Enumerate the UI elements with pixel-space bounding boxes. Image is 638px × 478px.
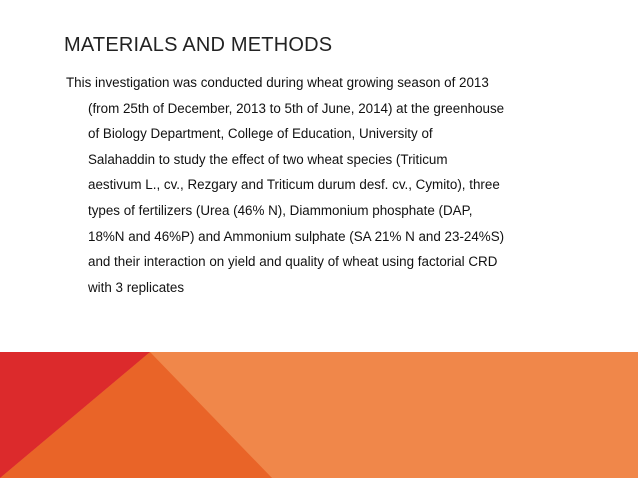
body-line: aestivum L., cv., Rezgary and Triticum durum desf. cv., Cymito), three [88,177,500,193]
decorative-band [0,352,638,478]
body-line: types of fertilizers (Urea (46% N), Diammonium phosphate (DAP, [88,202,473,218]
slide-title: MATERIALS AND METHODS [64,34,333,56]
slide-body [66,70,596,300]
body-line: (from 25th of December, 2013 to 5th of June, 2014) at the greenhouse [88,100,505,116]
body-line: of Biology Department, College of Education, University of [88,126,433,142]
body-line: and their interaction on yield and quality of wheat using factorial CRD [88,254,498,270]
body-line: with 3 replicates [88,279,185,295]
body-line: Salahaddin to study the effect of two wheat species (Triticum [88,151,448,167]
body-line: 18%N and 46%P) and Ammonium sulphate (SA 21% N and 23-24%S) [88,228,505,244]
body-line: This investigation was conducted during wheat growing season of 2013 [66,75,489,90]
